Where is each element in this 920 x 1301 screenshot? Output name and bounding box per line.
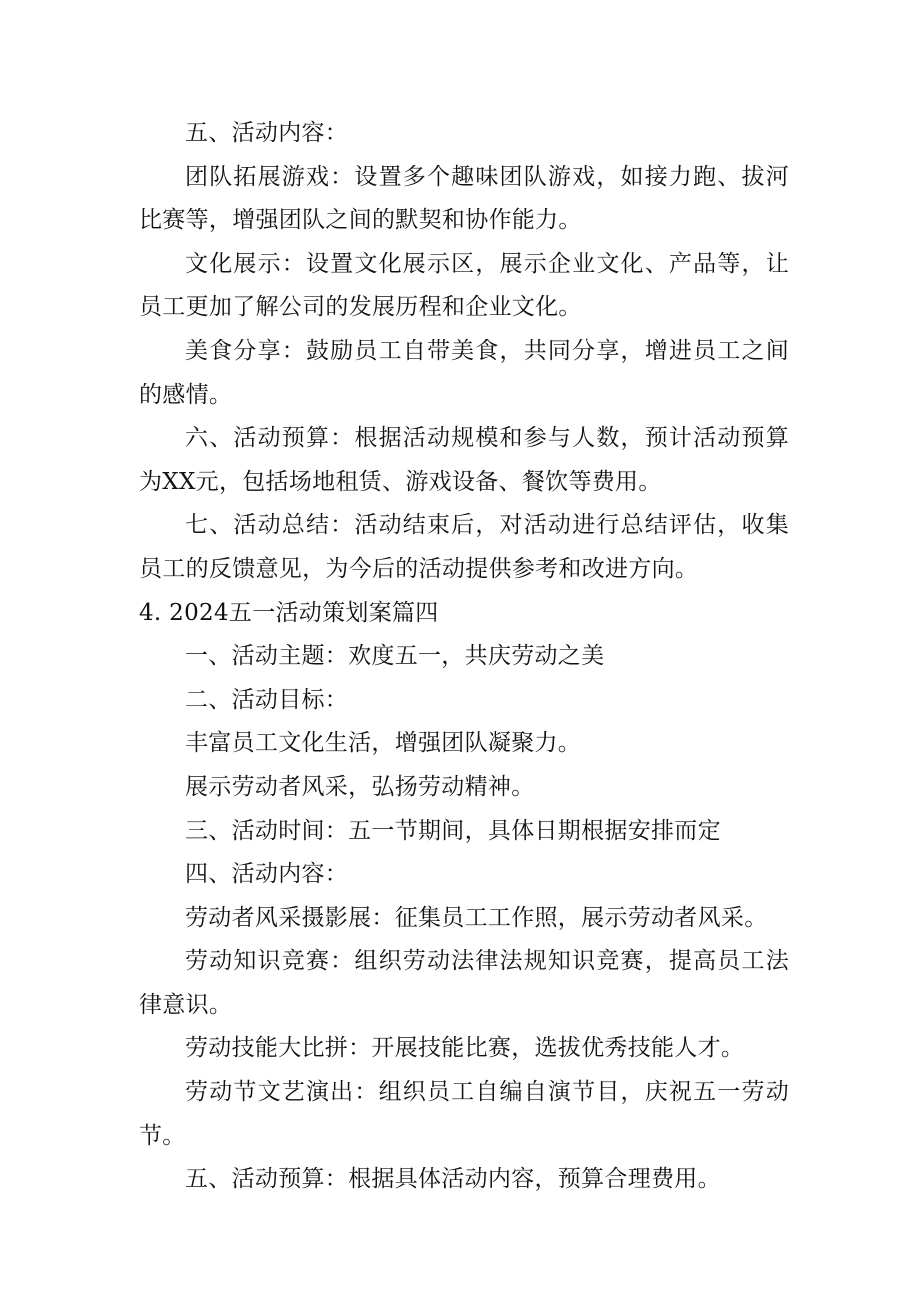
paragraph-art-performance: 劳动节文艺演出：组织员工自编自演节目，庆祝五一劳动节。 (139, 1079, 789, 1149)
paragraph-section-5-heading: 五、活动内容： (185, 120, 349, 146)
paragraph-theme: 一、活动主题：欢度五一，共庆劳动之美 (185, 643, 605, 670)
paragraph-goals-heading: 二、活动目标： (185, 686, 349, 713)
paragraph-skills-contest: 劳动技能大比拼：开展技能比赛，选拔优秀技能人才。 (185, 1035, 745, 1062)
paragraph-goal-1: 丰富员工文化生活，增强团队凝聚力。 (185, 730, 582, 757)
paragraph-budget: 六、活动预算：根据活动规模和参与人数，预计活动预算为XX元，包括场地租赁、游戏设备、餐饮等费用。 (139, 425, 789, 495)
paragraph-summary: 七、活动总结：活动结束后，对活动进行总结评估，收集员工的反馈意见，为今后的活动提供参考和改进方向。 (139, 512, 789, 582)
paragraph-goal-2: 展示劳动者风采，弘扬劳动精神。 (185, 773, 535, 800)
paragraph-team-games: 团队拓展游戏：设置多个趣味团队游戏，如接力跑、拔河比赛等，增强团队之间的默契和协作能力。 (139, 163, 789, 234)
document-body (139, 112, 789, 1202)
paragraph-content-heading: 四、活动内容： (185, 861, 349, 888)
paragraph-knowledge-contest: 劳动知识竞赛：组织劳动法律法规知识竞赛，提高员工法律意识。 (139, 948, 789, 1018)
paragraph-time: 三、活动时间：五一节期间，具体日期根据安排而定 (185, 817, 721, 844)
section-title-plan-4: 4. 2024五一活动策划案篇四 (139, 599, 439, 626)
paragraph-culture-display: 文化展示：设置文化展示区，展示企业文化、产品等，让员工更加了解公司的发展历程和企业文化。 (139, 250, 789, 321)
paragraph-food-sharing: 美食分享：鼓励员工自带美食，共同分享，增进员工之间的感情。 (139, 337, 789, 408)
paragraph-photo-exhibition: 劳动者风采摄影展：征集员工工作照，展示劳动者风采。 (185, 904, 768, 931)
paragraph-budget-2: 五、活动预算：根据具体活动内容，预算合理费用。 (185, 1166, 721, 1193)
